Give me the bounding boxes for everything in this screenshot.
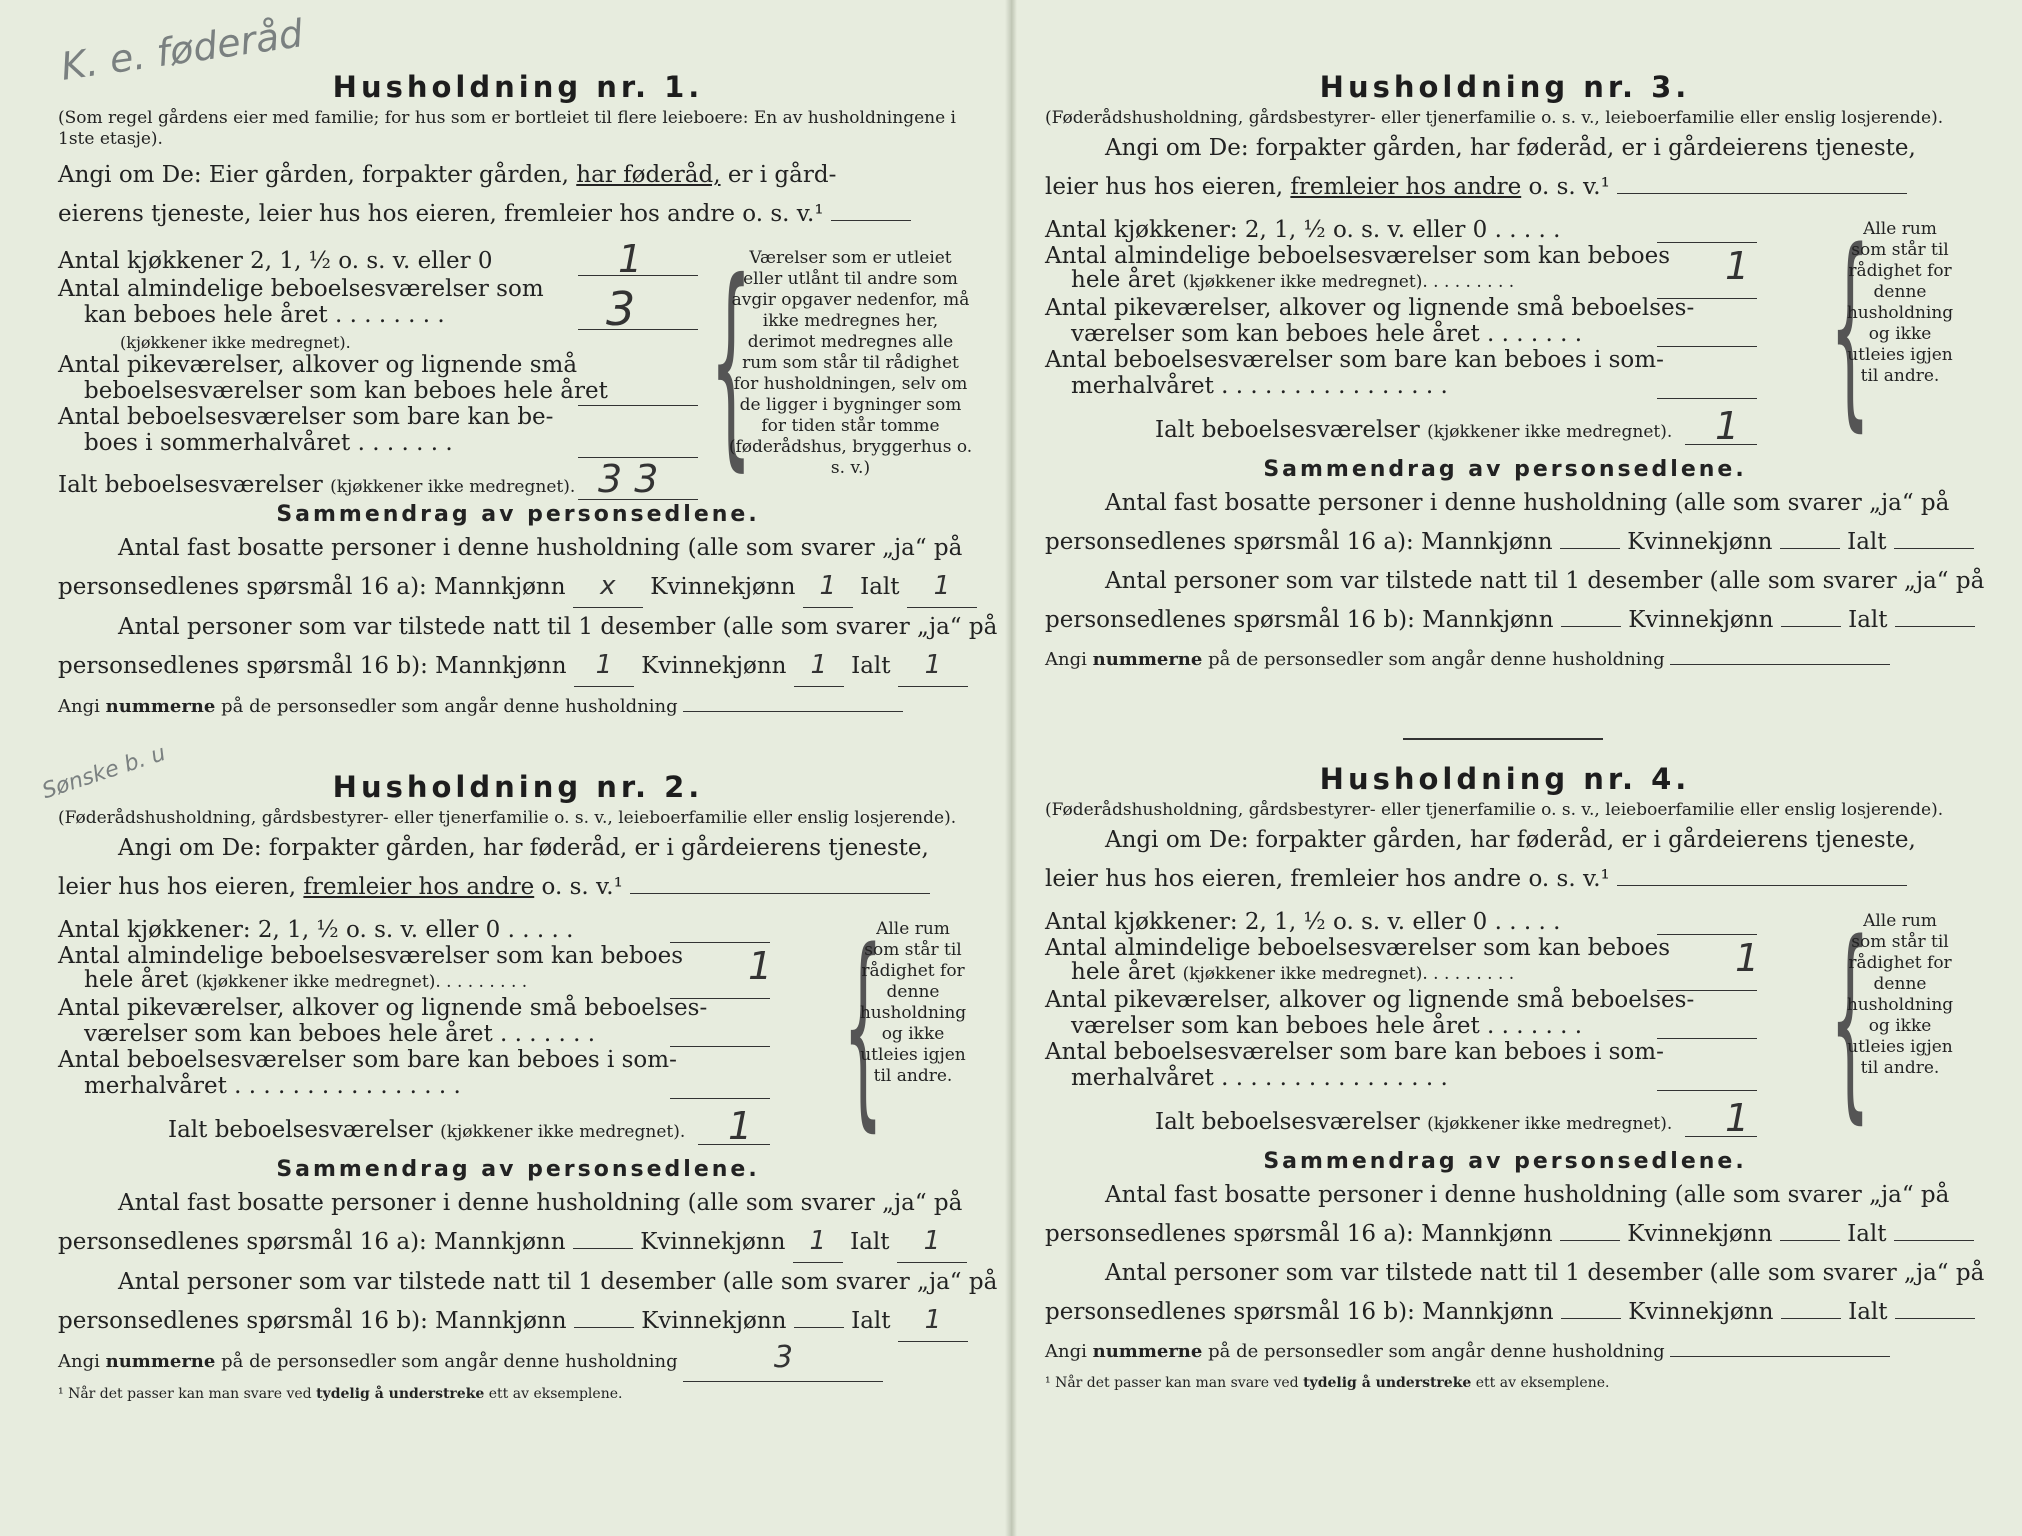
household-2-angi-2 (58, 868, 978, 907)
row4-rooms: Antal almindelige beboelsesværelser som kan beboes (1045, 935, 1671, 961)
mann4-16b[interactable] (1561, 1318, 1621, 1319)
answer2-small[interactable] (670, 1045, 770, 1047)
ialt-label-b: Ialt (851, 653, 891, 679)
angi2-fill[interactable] (630, 893, 930, 894)
row4-summer: Antal beboelsesværelser som bare kan beboes i som- (1045, 1039, 1664, 1065)
row4-summer-2: merhalvåret . . . . . . . . . . . . . . . . (1071, 1065, 1448, 1091)
household-2 (58, 770, 998, 1416)
ialt2-label: Ialt (850, 1229, 890, 1255)
angi-underlined: har føderåd, (576, 162, 721, 188)
household-4-title: Husholdning nr. 4. (1319, 762, 1691, 796)
row2-summer-2: merhalvåret . . . . . . . . . . . . . . . . (84, 1073, 461, 1099)
s3-16b-label: personsedlenes spørsmål 16 b): Mannkjønn (1045, 607, 1554, 633)
summary4-16b-answers (1045, 1293, 1965, 1332)
hw2-rooms: 1 (748, 944, 773, 988)
margin-note-mid: Sønske b. u (39, 740, 169, 805)
household-1-title: Husholdning nr. 1. (332, 70, 704, 104)
row2-total (168, 1117, 685, 1145)
brace-icon: { (710, 234, 752, 490)
row3-rooms-2 (1071, 267, 1514, 295)
margin-note-top: K. e. føderåd (58, 11, 306, 89)
kvinne-16a[interactable] (803, 568, 853, 608)
nummerne-c: på de personsedler som angår denne husholdning (221, 696, 678, 717)
footnote-right (1045, 1375, 1965, 1391)
answer3-small[interactable] (1657, 345, 1757, 347)
s4-16a-label: personsedlenes spørsmål 16 a): Mannkjønn (1045, 1221, 1553, 1247)
answer4-summer[interactable] (1657, 1089, 1757, 1091)
kvinne4b-label: Kvinnekjønn (1628, 1299, 1774, 1325)
hw3-rooms: 1 (1725, 244, 1750, 288)
answer2-summer[interactable] (670, 1097, 770, 1099)
kvinne4-16a[interactable] (1780, 1240, 1840, 1241)
ialt-label: Ialt (860, 574, 900, 600)
answer3-kitchens[interactable] (1657, 241, 1757, 243)
mann2-16b[interactable] (574, 1327, 634, 1328)
total4-note: (kjøkkener ikke medregnet). (1427, 1114, 1673, 1134)
nummerne-fill[interactable] (683, 711, 903, 712)
n3-a: Angi (1045, 649, 1087, 670)
kvinne3-16a[interactable] (1780, 548, 1840, 549)
hw-ialt2-16b: 1 (924, 1305, 942, 1335)
angi4-fill[interactable] (1617, 885, 1907, 886)
total2-note: (kjøkkener ikke medregnet). (440, 1122, 686, 1142)
row-rooms-2: kan beboes hele året . . . . . . . . (84, 302, 445, 328)
row-small-rooms-2: beboelsesværelser som kan beboes hele året (84, 378, 608, 404)
angi2-text: leier hus hos eieren, (58, 874, 297, 900)
total3-label: Ialt beboelsesværelser (1155, 417, 1420, 443)
left-page (58, 0, 998, 1536)
fn-b: tydelig å understreke (316, 1386, 485, 1402)
ialt3-16b[interactable] (1895, 626, 1975, 627)
row3-note: (kjøkkener ikke medregnet). . . . . . . . . (1182, 272, 1515, 292)
row3-summer: Antal beboelsesværelser som bare kan beboes i som- (1045, 347, 1664, 373)
ialt4-label: Ialt (1847, 1221, 1887, 1247)
summary2-16a-answers (58, 1223, 978, 1263)
row-rooms: Antal almindelige beboelsesværelser som (58, 276, 544, 302)
kvinne2-16a[interactable] (793, 1223, 843, 1263)
household-2-rooms (58, 905, 978, 1150)
answer-line-rooms[interactable] (578, 328, 698, 330)
nummerne4-fill[interactable] (1670, 1356, 1890, 1357)
footnote-left (58, 1386, 978, 1402)
hw-ialt-16b: 1 (924, 650, 942, 680)
ialt-16a[interactable] (907, 568, 977, 608)
angi3-text-c: o. s. v.¹ (1528, 174, 1610, 200)
hw-answer-kitchens: 1 (618, 237, 643, 281)
angi-text-2: er i gård- (727, 162, 837, 188)
nummerne2-fill[interactable] (683, 1342, 883, 1382)
kvinne2b-label: Kvinnekjønn (641, 1308, 787, 1334)
ialt2-16b[interactable] (898, 1302, 968, 1342)
answer3-rooms[interactable] (1657, 297, 1757, 299)
kvinne2-16b[interactable] (794, 1327, 844, 1328)
fn4-c: ett av eksemplene. (1475, 1375, 1610, 1391)
kvinne4-label: Kvinnekjønn (1627, 1221, 1773, 1247)
ialt3-16a[interactable] (1894, 548, 1974, 549)
ialt3-label: Ialt (1847, 529, 1887, 555)
hw4-rooms: 1 (1735, 936, 1760, 980)
kvinne3b-label: Kvinnekjønn (1628, 607, 1774, 633)
hw-answer-total: 3 3 (598, 457, 659, 501)
page-fold (1005, 0, 1017, 1536)
hw-nummer2: 3 (773, 1340, 793, 1375)
row-rooms-note: (kjøkkener ikke medregnet). (120, 333, 351, 352)
ialt2b-label: Ialt (851, 1308, 891, 1334)
row3-total (1155, 417, 1672, 445)
kvinne-16b[interactable] (794, 647, 844, 687)
row-kitchens: Antal kjøkkener 2, 1, ½ o. s. v. eller 0 (58, 248, 493, 274)
household-3-rooms (1045, 205, 1965, 450)
row-summer-2: boes i sommerhalvåret . . . . . . . (84, 430, 453, 456)
household-4-note: (Føderådshusholdning, gårdsbestyrer- eller tjenerfamilie o. s. v., leieboerfamilie eller enslig losjerende). (1045, 800, 1944, 820)
total4-label: Ialt beboelsesværelser (1155, 1109, 1420, 1135)
total3-note: (kjøkkener ikke medregnet). (1427, 422, 1673, 442)
row3-rooms: Antal almindelige beboelsesværelser som kan beboes (1045, 243, 1671, 269)
household-4-rooms (1045, 897, 1965, 1142)
nummerne3-line (1045, 640, 1965, 679)
kvinne3-16b[interactable] (1781, 626, 1841, 627)
summary-16a-line: Antal fast bosatte personer i denne husholdning (alle som svarer „ja“ på (118, 535, 963, 561)
household-3-summary-title: Sammendrag av personsedlene. (1263, 457, 1747, 482)
household-1 (58, 70, 998, 726)
summary2-16b: Antal personer som var tilstede natt til 1 desember (alle som svarer „ja“ på (118, 1269, 998, 1295)
fn4-b: tydelig å understreke (1303, 1375, 1472, 1391)
household-1-side-note: Værelser som er utleiet eller utlånt til andre som avgir opgaver nedenfor, må ikke medregnes her, derimot medregnes alle rum som står til rådighet for husholdningen, selv om de ligger i bygninger som for tiden står tomme (føderådshus, bryggerhus o. s. v.) (728, 248, 973, 478)
summary-16b-line: Antal personer som var tilstede natt til 1 desember (alle som svarer „ja“ på (118, 614, 998, 640)
row4-rooms-2 (1071, 959, 1514, 987)
ialt2-16a[interactable] (897, 1223, 967, 1263)
row-total (58, 472, 575, 500)
household-2-note: (Føderådshusholdning, gårdsbestyrer- eller tjenerfamilie o. s. v., leieboerfamilie eller enslig losjerende). (58, 808, 957, 828)
row3-kitchens: Antal kjøkkener: 2, 1, ½ o. s. v. eller 0 . . . . . (1045, 217, 1561, 243)
mann3-16a[interactable] (1560, 548, 1620, 549)
summary-16a-answer-line (58, 568, 978, 608)
nummerne2-line (58, 1342, 978, 1382)
household-2-angi: Angi om De: forpakter gården, har føderåd, er i gårdeierens tjeneste, (118, 835, 929, 861)
row2-small: Antal pikeværelser, alkover og lignende små beboelses- (58, 995, 708, 1021)
household-3-note: (Føderådshusholdning, gårdsbestyrer- eller tjenerfamilie o. s. v., leieboerfamilie eller enslig losjerende). (1045, 108, 1944, 128)
kvinne2-label: Kvinnekjønn (640, 1229, 786, 1255)
hw-answer-rooms: 3 (606, 282, 636, 336)
row2-kitchens: Antal kjøkkener: 2, 1, ½ o. s. v. eller 0 . . . . . (58, 917, 574, 943)
household-3-angi: Angi om De: forpakter gården, har føderåd, er i gårdeierens tjeneste, (1105, 135, 1916, 161)
summary4-16a: Antal fast bosatte personer i denne husholdning (alle som svarer „ja“ på (1105, 1182, 1950, 1208)
row-summer: Antal beboelsesværelser som bare kan be- (58, 404, 554, 430)
row3-small: Antal pikeværelser, alkover og lignende små beboelses- (1045, 295, 1695, 321)
household-4-side-note: Alle rum som står til rådighet for denne husholdning og ikke utleies igjen til andre. (1846, 911, 1954, 1078)
ialt-16b[interactable] (898, 647, 968, 687)
hw4-total: 1 (1725, 1096, 1750, 1140)
s3-16a-label: personsedlenes spørsmål 16 a): Mannkjønn (1045, 529, 1553, 555)
ialt4b-label: Ialt (1848, 1299, 1888, 1325)
summary3-16b: Antal personer som var tilstede natt til 1 desember (alle som svarer „ja“ på (1105, 568, 1985, 594)
household-4 (1045, 762, 1985, 1405)
summary-16b-answer-line (58, 647, 978, 687)
row2-note: (kjøkkener ikke medregnet). . . . . . . . . (195, 972, 528, 992)
household-3-side-note: Alle rum som står til rådighet for denne husholdning og ikke utleies igjen til andre. (1846, 219, 1954, 386)
s2-16a-label: personsedlenes spørsmål 16 a): Mannkjønn (58, 1229, 566, 1255)
total2-label: Ialt beboelsesværelser (168, 1117, 433, 1143)
fn-c: ett av eksemplene. (488, 1386, 623, 1402)
angi4-text: leier hus hos eieren, fremleier hos andre o. s. v.¹ (1045, 866, 1610, 892)
angi3-underlined: fremleier hos andre (1290, 174, 1522, 200)
kvinne-label: Kvinnekjønn (650, 574, 796, 600)
row4-hele: hele året (1071, 959, 1176, 985)
n4-a: Angi (1045, 1341, 1087, 1362)
mann4-16a[interactable] (1560, 1240, 1620, 1241)
row2-summer: Antal beboelsesværelser som bare kan beboes i som- (58, 1047, 677, 1073)
summary-16b-label: personsedlenes spørsmål 16 b): Mannkjønn (58, 653, 567, 679)
row3-summer-2: merhalvåret . . . . . . . . . . . . . . . . (1071, 373, 1448, 399)
household-4-angi-2 (1045, 860, 1965, 899)
hw-ialt2-16a: 1 (923, 1226, 941, 1256)
household-3-title: Husholdning nr. 3. (1319, 70, 1691, 104)
angi2-underlined: fremleier hos andre (303, 874, 535, 900)
summary-16a-label: personsedlenes spørsmål 16 a): Mannkjønn (58, 574, 566, 600)
household-1-angi-line-2 (58, 195, 978, 234)
brace4-icon: { (1830, 897, 1871, 1142)
row4-total (1155, 1109, 1672, 1137)
household-3-angi-2 (1045, 168, 1965, 207)
angi-text-3: eierens tjeneste, leier hus hos eieren, fremleier hos andre o. s. v.¹ (58, 201, 824, 227)
angi-text: Angi om De: Eier gården, forpakter gården, (58, 162, 569, 188)
row-small-rooms: Antal pikeværelser, alkover og lignende små (58, 352, 578, 378)
household-1-note: (Som regel gårdens eier med familie; for hus som er bortleiet til flere leieboere: En av husholdningene i 1ste etasje). (58, 108, 956, 149)
fn-a: ¹ Når det passer kan man svare ved (58, 1386, 312, 1402)
ialt4-16a[interactable] (1894, 1240, 1974, 1241)
row3-small-2: værelser som kan beboes hele året . . . . . . . (1071, 321, 1583, 347)
household-4-summary-title: Sammendrag av personsedlene. (1263, 1149, 1747, 1174)
mann2-16a[interactable] (573, 1248, 633, 1249)
angi3-fill[interactable] (1617, 193, 1907, 194)
n3-c: på de personsedler som angår denne husholdning (1208, 649, 1665, 670)
row2-hele: hele året (84, 967, 189, 993)
angi-fill[interactable] (831, 220, 911, 221)
row4-kitchens: Antal kjøkkener: 2, 1, ½ o. s. v. eller 0 . . . . . (1045, 909, 1561, 935)
answer2-rooms[interactable] (670, 997, 770, 999)
hw-mann-16b: 1 (595, 650, 613, 680)
summary3-16b-answers (1045, 601, 1965, 640)
nummerne-line (58, 687, 978, 726)
ialt4-16b[interactable] (1895, 1318, 1975, 1319)
brace2-icon: { (843, 905, 884, 1150)
row2-rooms-2 (84, 967, 527, 995)
mann3-16b[interactable] (1561, 626, 1621, 627)
household-2-title: Husholdning nr. 2. (332, 770, 704, 804)
n4-c: på de personsedler som angår denne husholdning (1208, 1341, 1665, 1362)
household-1-angi-line (58, 156, 978, 195)
summary2-16a: Antal fast bosatte personer i denne husholdning (alle som svarer „ja“ på (118, 1190, 963, 1216)
row2-rooms: Antal almindelige beboelsesværelser som kan beboes (58, 943, 684, 969)
kvinne-label-b: Kvinnekjønn (641, 653, 787, 679)
hw2-total: 1 (728, 1104, 753, 1148)
n2-a: Angi (58, 1351, 100, 1372)
row4-note: (kjøkkener ikke medregnet). . . . . . . . . (1182, 964, 1515, 984)
hw-kvinne-16b: 1 (810, 650, 828, 680)
summary4-16a-answers (1045, 1215, 1965, 1254)
summary2-16b-answers (58, 1302, 978, 1342)
n3-b: nummerne (1092, 649, 1203, 670)
s2-16b-label: personsedlenes spørsmål 16 b): Mannkjønn (58, 1308, 567, 1334)
n2-b: nummerne (105, 1351, 216, 1372)
nummerne-b: nummerne (105, 696, 216, 717)
angi2-text-c: o. s. v.¹ (541, 874, 623, 900)
s4-16b-label: personsedlenes spørsmål 16 b): Mannkjønn (1045, 1299, 1554, 1325)
answer-line-small[interactable] (578, 404, 698, 406)
n2-c: på de personsedler som angår denne husholdning (221, 1351, 678, 1372)
total-note: (kjøkkener ikke medregnet). (330, 477, 576, 497)
brace3-icon: { (1830, 205, 1871, 450)
mann-16b[interactable] (574, 647, 634, 687)
summary3-16a: Antal fast bosatte personer i denne husholdning (alle som svarer „ja“ på (1105, 490, 1950, 516)
nummerne-a: Angi (58, 696, 100, 717)
row3-hele: hele året (1071, 267, 1176, 293)
row2-small-2: værelser som kan beboes hele året . . . . . . . (84, 1021, 596, 1047)
kvinne4-16b[interactable] (1781, 1318, 1841, 1319)
right-page (1045, 0, 1985, 1536)
summary4-16b: Antal personer som var tilstede natt til 1 desember (alle som svarer „ja“ på (1105, 1260, 1985, 1286)
n4-b: nummerne (1092, 1341, 1203, 1362)
hw-mann-16a: x (600, 571, 616, 601)
household-1-rooms (58, 234, 978, 501)
household-4-angi: Angi om De: forpakter gården, har føderåd, er i gårdeierens tjeneste, (1105, 827, 1916, 853)
hw-ialt-16a: 1 (933, 571, 951, 601)
answer4-rooms[interactable] (1657, 989, 1757, 991)
row4-small: Antal pikeværelser, alkover og lignende små beboelses- (1045, 987, 1695, 1013)
nummerne4-line (1045, 1332, 1965, 1371)
answer2-kitchens[interactable] (670, 941, 770, 943)
answer4-kitchens[interactable] (1657, 933, 1757, 935)
mann-16a[interactable] (573, 568, 643, 608)
hw3-total: 1 (1715, 404, 1740, 448)
section-divider (1403, 738, 1603, 740)
angi3-text: leier hus hos eieren, (1045, 174, 1284, 200)
row4-small-2: værelser som kan beboes hele året . . . . . . . (1071, 1013, 1583, 1039)
hw-kvinne-16a: 1 (819, 571, 837, 601)
fn4-a: ¹ Når det passer kan man svare ved (1045, 1375, 1299, 1391)
household-1-summary-title: Sammendrag av personsedlene. (276, 502, 760, 527)
hw-kvinne2-16a: 1 (809, 1226, 827, 1256)
household-2-side-note: Alle rum som står til rådighet for denne husholdning og ikke utleies igjen til andre. (859, 919, 967, 1086)
household-2-summary-title: Sammendrag av personsedlene. (276, 1157, 760, 1182)
answer4-small[interactable] (1657, 1037, 1757, 1039)
total-label: Ialt beboelsesværelser (58, 472, 323, 498)
answer3-summer[interactable] (1657, 397, 1757, 399)
nummerne3-fill[interactable] (1670, 664, 1890, 665)
ialt3b-label: Ialt (1848, 607, 1888, 633)
kvinne3-label: Kvinnekjønn (1627, 529, 1773, 555)
household-3 (1045, 70, 1985, 679)
summary3-16a-answers (1045, 523, 1965, 562)
